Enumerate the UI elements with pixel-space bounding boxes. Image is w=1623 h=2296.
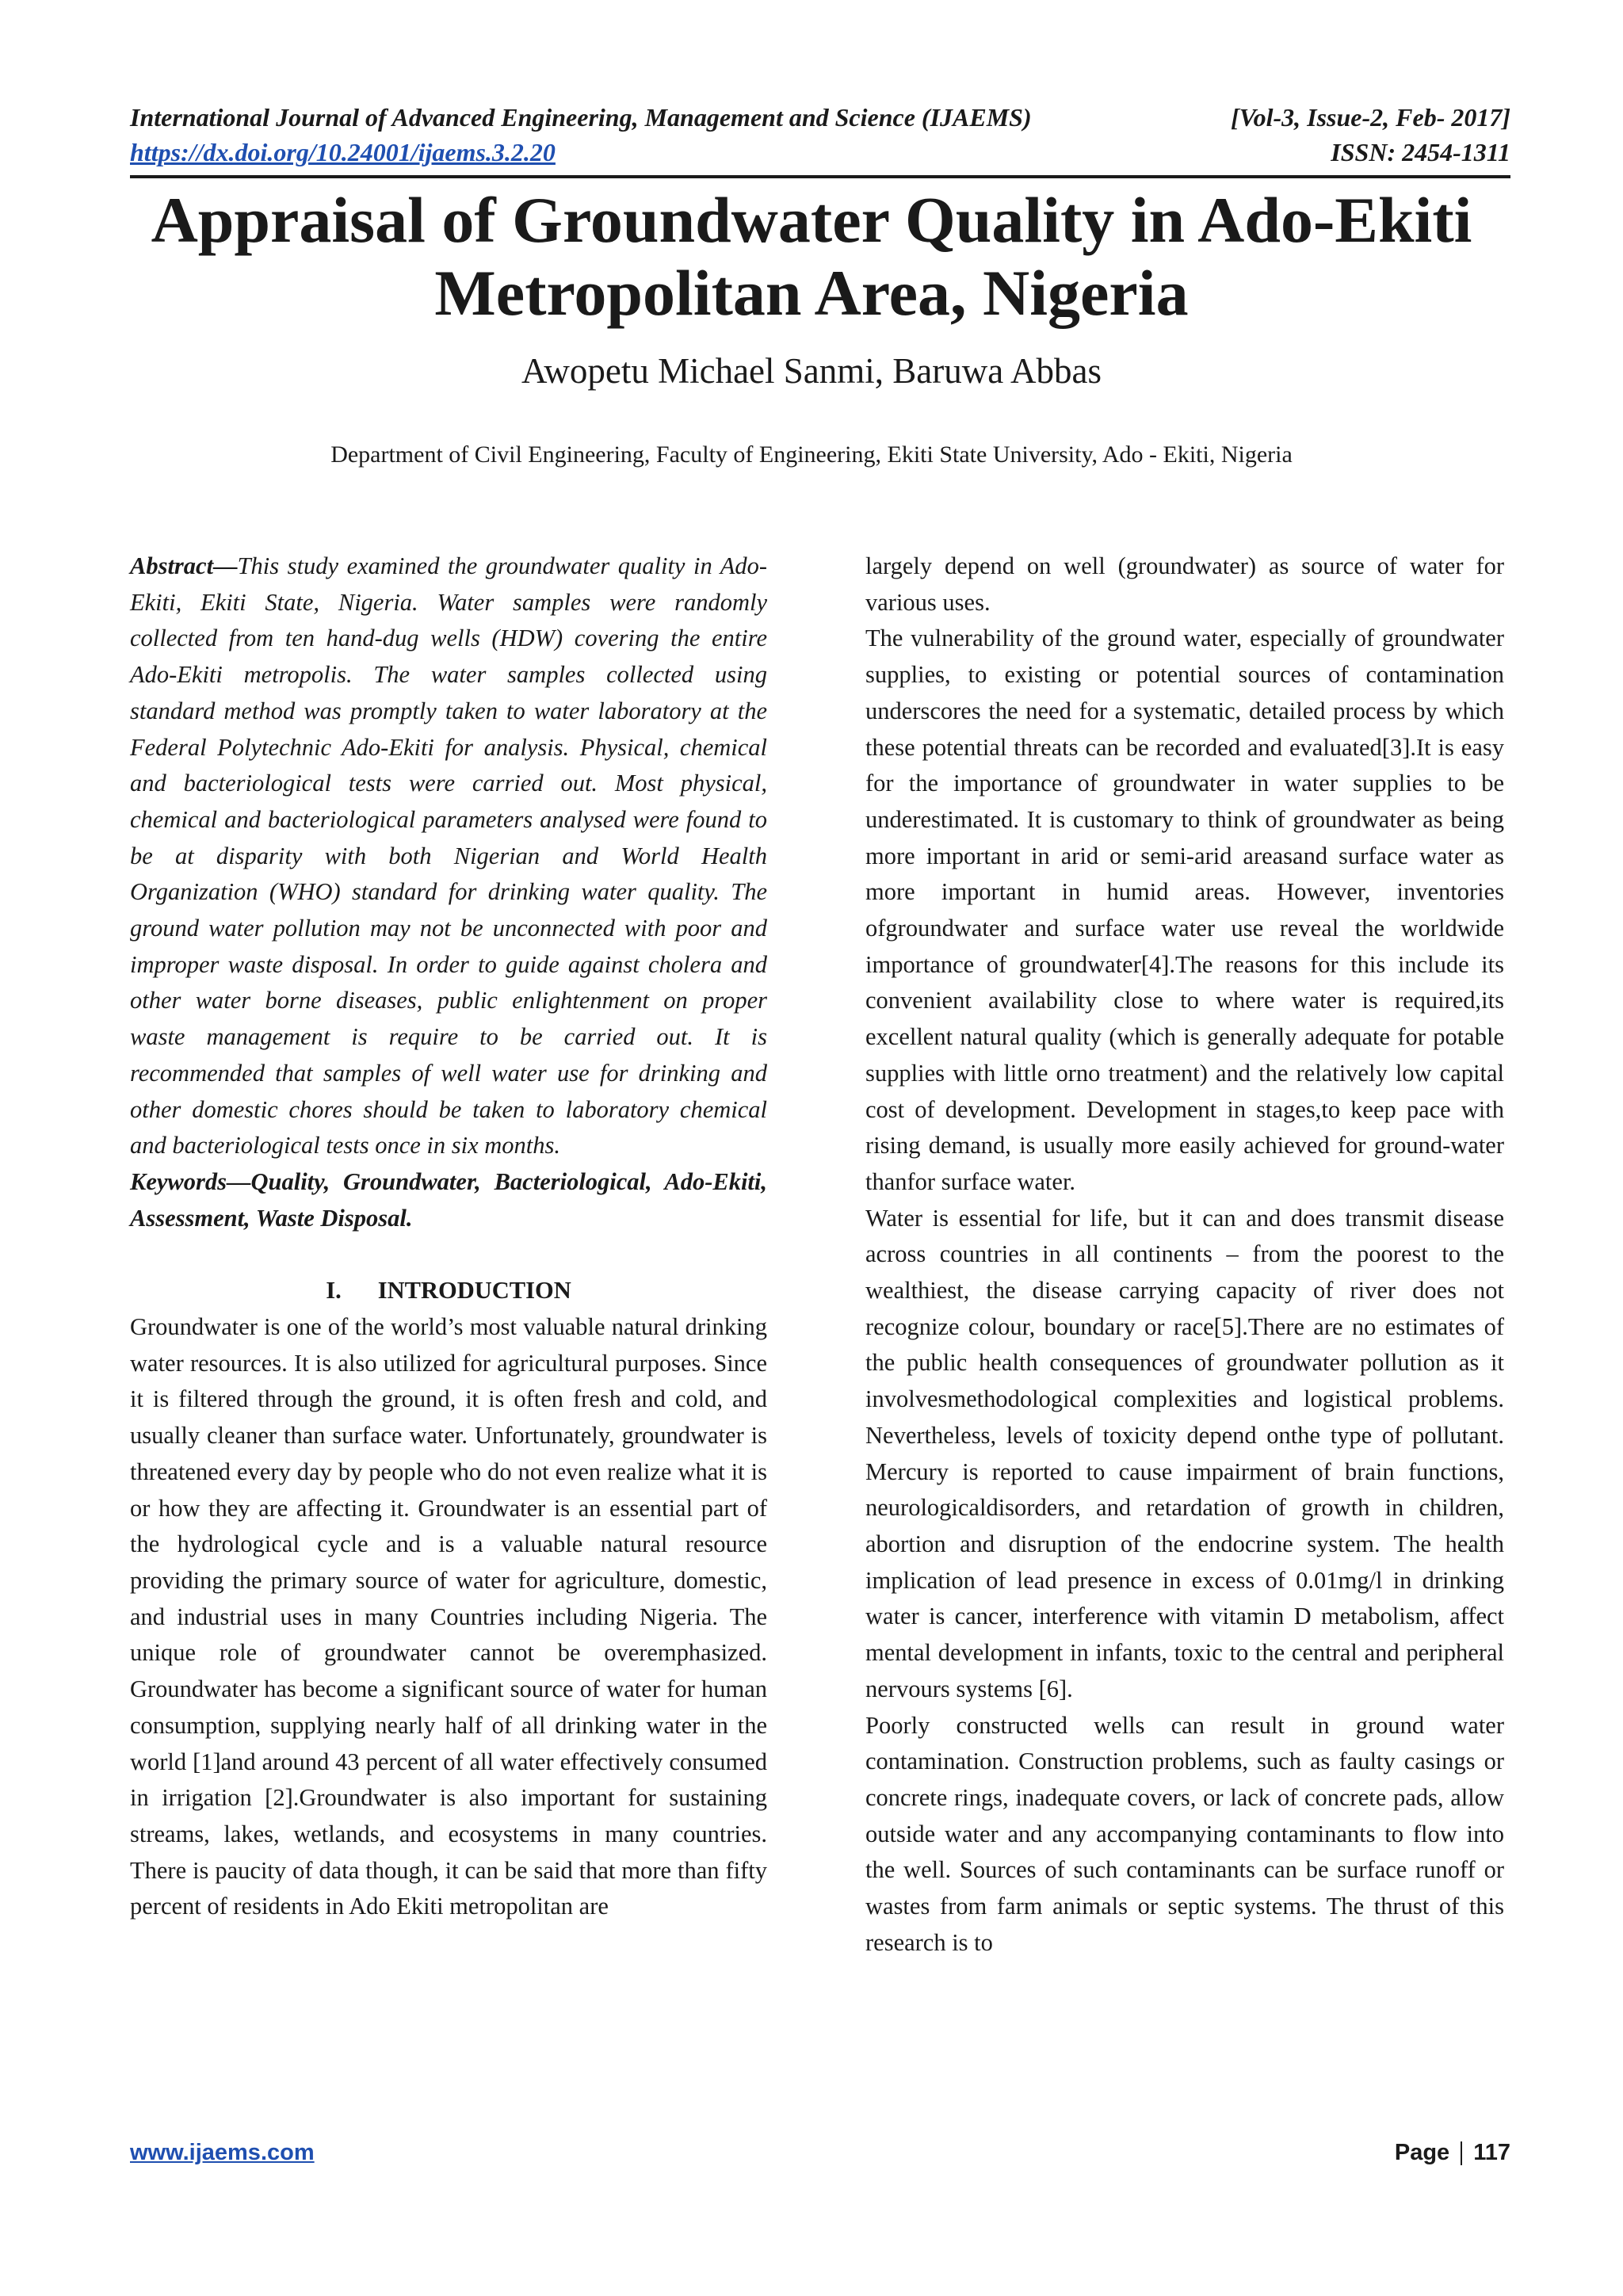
section-heading <box>130 1273 767 1309</box>
body-paragraph-1: largely depend on well (groundwater) as source of water for various uses. <box>865 552 1504 616</box>
paper-title: Appraisal of Groundwater Quality in Ado-Ekiti Metropolitan Area, Nigeria <box>151 184 1472 329</box>
right-column <box>865 548 1504 1961</box>
page-label: Page <box>1394 2140 1450 2165</box>
journal-volume: [Vol-3, Issue-2, Feb- 2017] <box>1231 103 1510 132</box>
keywords: Keywords—Quality, Groundwater, Bacteriological, Ado-Ekiti, Assessment, Waste Disposal. <box>130 1167 767 1232</box>
doi-link[interactable]: https://dx.doi.org/10.24001/ijaems.3.2.20 <box>130 138 556 166</box>
abstract-text: This study examined the groundwater quality in Ado-Ekiti, Ekiti State, Nigeria. Water samples were randomly collected from ten hand-dug wells (HDW) covering the entire Ado-Ekiti metropolis. The water samples collected using standard method was promptly taken to water laboratory at the Federal Polytechnic Ado-Ekiti for analysis. Physical, chemical and bacteriological tests were carried out. Most physical, chemical and bacteriological parameters analysed were found to be at disparity with both Nigerian and World Health Organization (WHO) standard for drinking water quality. The ground water pollution may not be unconnected with poor and improper waste disposal. In order to guide against cholera and other water borne diseases, public enlightenment on proper waste management is require to be carried out. It is recommended that samples of well water use for drinking and other domestic chores should be taken to laboratory chemical and bacteriological tests once in six months. <box>130 552 767 1159</box>
page-footer <box>130 2140 1510 2166</box>
left-column <box>130 548 767 1925</box>
body-paragraph-2: The vulnerability of the ground water, especially of groundwater supplies, to existing or potential sources of contamination underscores the need for a systematic, detailed process by which these potential threats can be recorded and evaluated[3].It is easy for the importance of groundwater in water supplies to be underestimated. It is customary to think of groundwater as being more important in arid or semi-arid areasand surface water as more important in humid areas. However, inventories ofgroundwater and surface water use reveal the worldwide importance of groundwater[4].The reasons for this include its convenient availability close to where water is required,its excellent natural quality (which is generally adequate for potable supplies with little orno treatment) and the relatively low capital cost of development. Development in stages,to keep pace with rising demand, is usually more easily achieved for ground-water thanfor surface water. <box>865 625 1504 1195</box>
page-number: 117 <box>1473 2140 1510 2165</box>
paper-authors: Awopetu Michael Sanmi, Baruwa Abbas <box>521 351 1102 391</box>
journal-name: International Journal of Advanced Engineering, Management and Science (IJAEMS) <box>130 103 1032 132</box>
section-number: I. <box>326 1277 342 1305</box>
author-affiliation: Department of Civil Engineering, Faculty of Engineering, Ekiti State University, Ado - Ekiti, Nigeria <box>330 441 1293 468</box>
header-divider <box>130 175 1510 178</box>
abstract-label: Abstract— <box>130 552 238 579</box>
section-title: INTRODUCTION <box>377 1277 571 1305</box>
abstract <box>130 548 767 1164</box>
body-paragraph-4: Poorly constructed wells can result in ground water contamination. Construction problems, such as faulty casings or concrete rings, inadequate covers, or lack of concrete pads, allow outside water and any accompanying contaminants to flow into the well. Sources of such contaminants can be surface runoff or wastes from farm animals or septic systems. The thrust of this research is to <box>865 1711 1504 1956</box>
website-link[interactable]: www.ijaems.com <box>130 2140 315 2165</box>
journal-header <box>130 100 1510 170</box>
issn: ISSN: 2454-1311 <box>1331 138 1510 166</box>
page-indicator <box>1395 2140 1510 2166</box>
body-paragraph-3: Water is essential for life, but it can and does transmit disease across countries in all continents – from the poorest to the wealthiest, the disease carrying capacity of river does not recognize colour, boundary or race[5].There are no estimates of the public health consequences of groundwater pollution as it involvesmethodological complexities and logistical problems. Nevertheless, levels of toxicity depend onthe type of pollutant. Mercury is reported to cause impairment of brain functions, neurologicaldisorders, and retardation of growth in children, abortion and disruption of the endocrine system. The health implication of lead presence in excess of 0.01mg/l in drinking water is cancer, interference with vitamin D metabolism, affect mental development in infants, toxic to the central and peripheral nervours systems [6]. <box>865 1204 1504 1702</box>
page-separator <box>1461 2141 1462 2165</box>
intro-paragraph: Groundwater is one of the world’s most valuable natural drinking water resources. It is also utilized for agricultural purposes. Since it is filtered through the ground, it is often fresh and cold, and usually cleaner than surface water. Unfortunately, groundwater is threatened every day by people who do not even realize what it is or how they are affecting it. Groundwater is an essential part of the hydrological cycle and is a valuable natural resource providing the primary source of water for agriculture, domestic, and industrial uses in many Countries including Nigeria. The unique role of groundwater cannot be overemphasized. Groundwater has become a significant source of water for human consumption, supplying nearly half of all drinking water in the world [1]and around 43 percent of all water effectively consumed in irrigation [2].Groundwater is also important for sustaining streams, lakes, wetlands, and ecosystems in many countries. There is paucity of data though, it can be said that more than fifty percent of residents in Ado Ekiti metropolitan are <box>130 1313 767 1920</box>
